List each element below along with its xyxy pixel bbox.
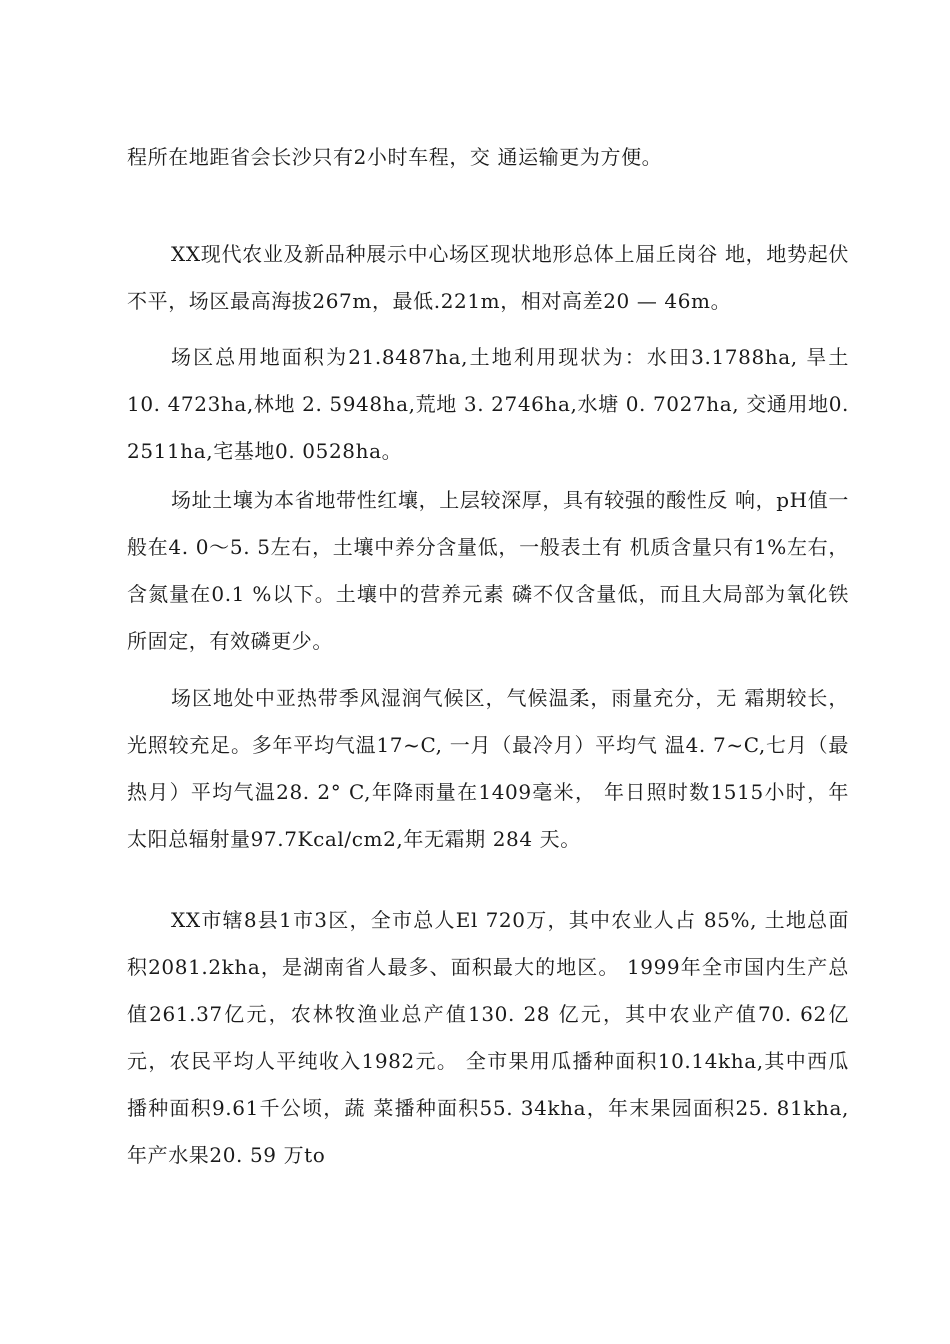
paragraph-climate: 场区地处中亚热带季风湿润气候区，气候温柔，雨量充分，无 霜期较长，光照较充足。多年平均气温17~C, 一月（最冷月）平均气 温4. 7~C,七月（最热月）平均气温28. 2° C,年降雨量在1409毫米， 年日照时数1515小时，年太阳总辐射量97.7Kcal/cm2,年无霜期 284 天。: [127, 686, 850, 851]
paragraph-transport: 程所在地距省会长沙只有2小时车程，交 通运输更为方便。: [127, 145, 663, 169]
paragraph-land-use: 场区总用地面积为21.8487ha,土地利用现状为：水田3.1788ha, 旱土10. 4723ha,林地 2. 5948ha,荒地 3. 2746ha,水塘 0. 7027ha, 交通用地0. 2511ha,宅基地0. 0528ha。: [127, 345, 849, 463]
paragraph-terrain: XX现代农业及新品种展示中心场区现状地形总体上届丘岗谷 地，地势起伏不平，场区最高海拔267m，最低.221m，相对高差20 — 46m。: [127, 242, 849, 313]
paragraph-soil: 场址土壤为本省地带性红壤，上层较深厚，具有较强的酸性反 响，pH值一般在4. 0〜5. 5左右，土壤中养分含量低，一般表土有 机质含量只有1%左右，含氮量在0.1 %以下。土壤中的营养元素 磷不仅含量低，而且大局部为氧化铁所固定，有效磷更少。: [127, 488, 849, 653]
paragraph-city-statistics: XX市辖8县1市3区，全市总人El 720万，其中农业人占 85%, 土地总面积2081.2kha，是湖南省人最多、面积最大的地区。 1999年全市国内生产总值261.37亿元，农林牧渔业总产值130. 28 亿元，其中农业产值70. 62亿元，农民平均人平纯收入1982元。 全市果用瓜播种面积10.14kha,其中西瓜播种面积9.61千公顷，蔬 菜播种面积55. 34kha，年末果园面积25. 81kha,年产水果20. 59 万to: [127, 908, 849, 1167]
